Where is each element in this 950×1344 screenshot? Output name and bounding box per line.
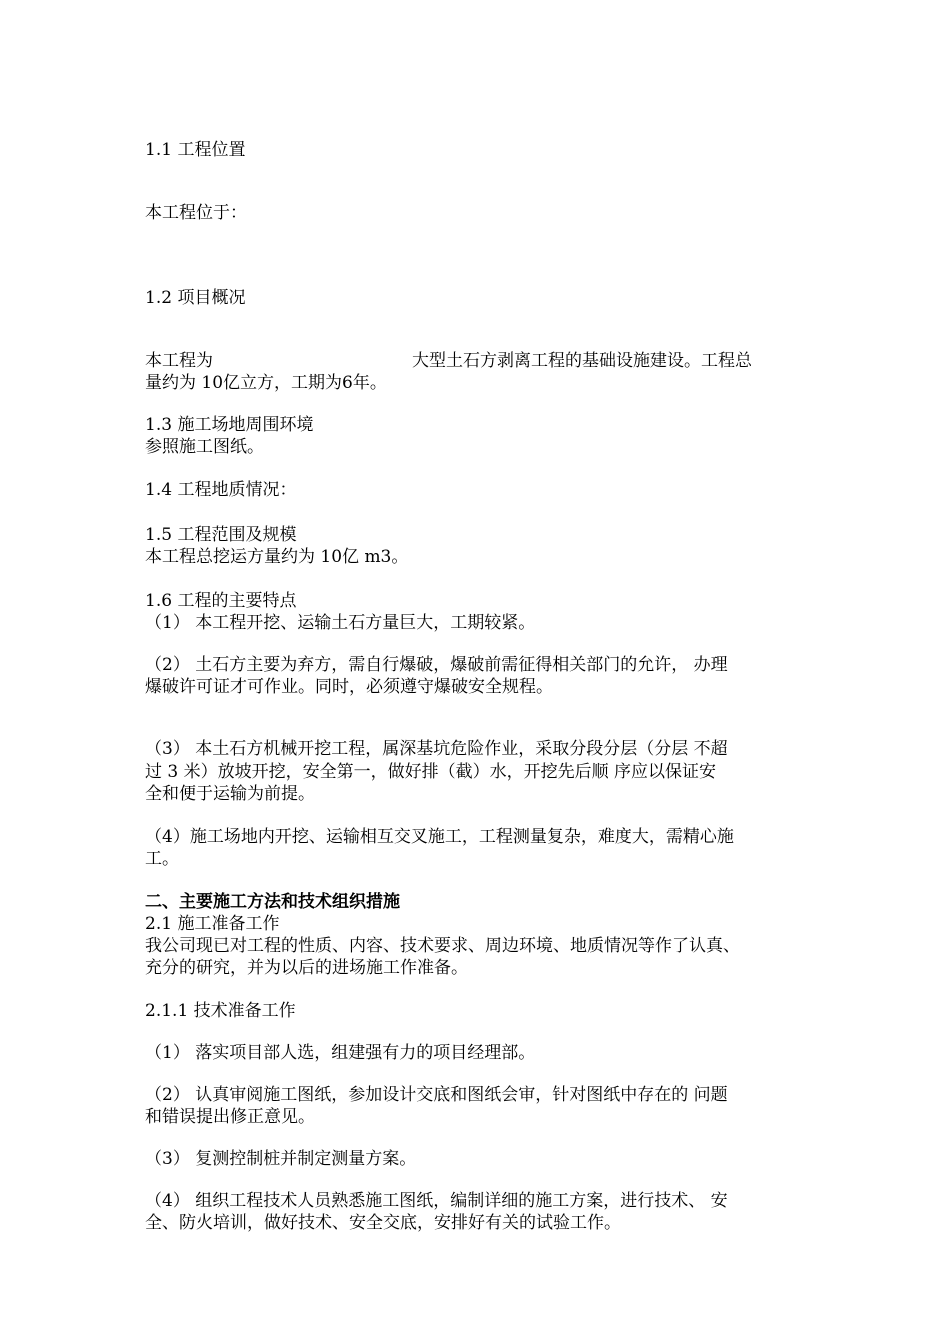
paragraph-environment: 参照施工图纸。 [145, 437, 264, 457]
feature-item-3-line-3: 全和便于运输为前提。 [145, 784, 315, 804]
section-2-title: 二、主要施工方法和技术组织措施 [145, 892, 400, 912]
feature-item-3-line-1: （3） 本土石方机械开挖工程，属深基坑危险作业，采取分段分层（分层 不超 [145, 739, 728, 759]
heading-1-3: 1.3 施工场地周围环境 [145, 415, 314, 435]
tech-item-2-line-2: 和错误提出修正意见。 [145, 1107, 315, 1127]
tech-item-4-line-1: （4） 组织工程技术人员熟悉施工图纸，编制详细的施工方案，进行技术、 安 [145, 1191, 728, 1211]
tech-item-4-line-2: 全、防火培训，做好技术、安全交底，安排好有关的试验工作。 [145, 1213, 621, 1233]
feature-item-4-line-2: 工。 [145, 849, 179, 869]
heading-1-5: 1.5 工程范围及规模 [145, 525, 297, 545]
paragraph-overview-line-1a: 本工程为 [145, 351, 213, 371]
feature-item-4-line-1: （4）施工场地内开挖、运输相互交叉施工，工程测量复杂，难度大，需精心施 [145, 827, 734, 847]
heading-1-4: 1.4 工程地质情况： [145, 480, 297, 500]
heading-2-1: 2.1 施工准备工作 [145, 914, 280, 934]
heading-2-1-1: 2.1.1 技术准备工作 [145, 1001, 296, 1021]
feature-item-3-line-2: 过 3 米）放坡开挖，安全第一，做好排（截）水，开挖先后顺 序应以保证安 [145, 762, 717, 782]
paragraph-overview-line-1b: 大型土石方剥离工程的基础设施建设。工程总 [412, 351, 752, 371]
paragraph-location: 本工程位于： [145, 203, 247, 223]
feature-item-2-line-1: （2） 土石方主要为弃方，需自行爆破，爆破前需征得相关部门的允许， 办理 [145, 655, 728, 675]
feature-item-1: （1） 本工程开挖、运输土石方量巨大，工期较紧。 [145, 613, 536, 633]
feature-item-2-line-2: 爆破许可证才可作业。同时，必须遵守爆破安全规程。 [145, 677, 553, 697]
heading-1-1: 1.1 工程位置 [145, 140, 246, 160]
tech-item-1: （1） 落实项目部人选，组建强有力的项目经理部。 [145, 1043, 536, 1063]
paragraph-preparation-line-2: 充分的研究，并为以后的进场施工作准备。 [145, 958, 468, 978]
paragraph-overview-line-2: 量约为 10亿立方，工期为6年。 [145, 373, 387, 393]
heading-1-6: 1.6 工程的主要特点 [145, 591, 297, 611]
paragraph-scope: 本工程总挖运方量约为 10亿 m3。 [145, 547, 409, 567]
paragraph-preparation-line-1: 我公司现已对工程的性质、内容、技术要求、周边环境、地质情况等作了认真、 [145, 936, 740, 956]
tech-item-3: （3） 复测控制桩并制定测量方案。 [145, 1149, 417, 1169]
heading-1-2: 1.2 项目概况 [145, 288, 246, 308]
tech-item-2-line-1: （2） 认真审阅施工图纸，参加设计交底和图纸会审，针对图纸中存在的 问题 [145, 1085, 728, 1105]
